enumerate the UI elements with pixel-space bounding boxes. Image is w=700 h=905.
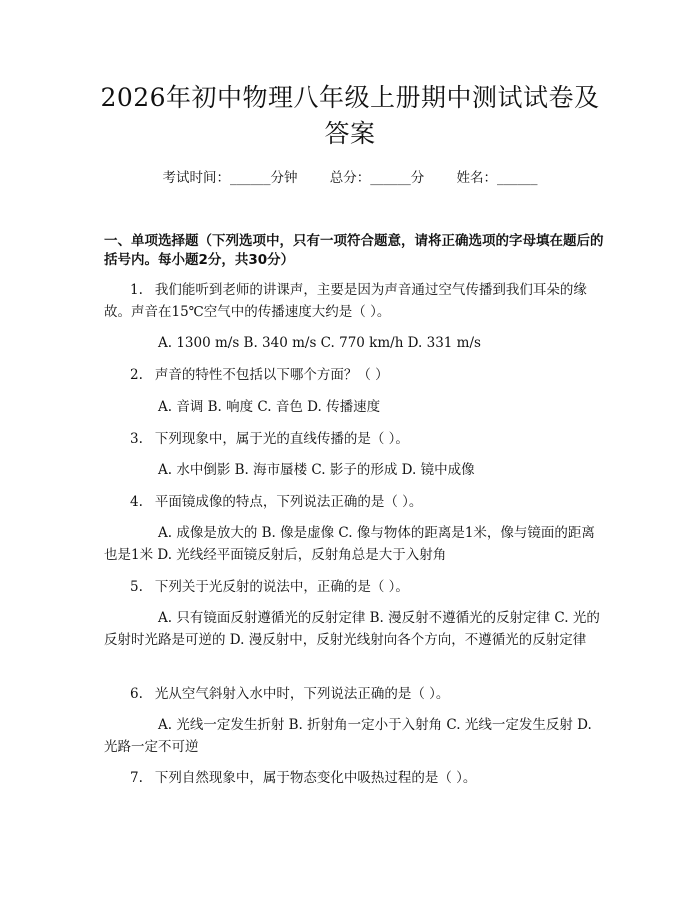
question-number: 3. [130, 431, 143, 447]
question-6-options: A. 光线一定发生折射 B. 折射角一定小于入射角 C. 光线一定发生反射 D. 光路一定不可逆 [104, 717, 592, 755]
question-text: 平面镜成像的特点，下列说法正确的是（ ）。 [154, 494, 423, 510]
question-5 [104, 576, 604, 598]
question-text: 下列自然现象中，属于物态变化中吸热过程的是（ ）。 [154, 770, 477, 786]
question-2-options: A. 音调 B. 响度 C. 音色 D. 传播速度 [158, 399, 381, 415]
question-6 [104, 683, 604, 705]
question-text: 声音的特性不包括以下哪个方面？（ ） [154, 367, 389, 383]
exam-title: 2026年初中物理八年级上册期中测试试卷及答案 [100, 83, 600, 148]
section-heading: 一、单项选择题（下列选项中，只有一项符合题意，请将正确选项的字母填在题后的括号内。每小题2分，共30分） [104, 233, 604, 268]
question-2 [104, 364, 604, 386]
student-name-field: 姓名：______ [456, 170, 538, 186]
question-4 [104, 491, 604, 513]
question-text: 光从空气斜射入水中时，下列说法正确的是（ ）。 [154, 686, 450, 702]
question-number: 7. [130, 770, 143, 786]
question-4-options: A. 成像是放大的 B. 像是虚像 C. 像与物体的距离是1米，像与镜面的距离也是1米 D. 光线经平面镜反射后，反射角总是大于入射角 [104, 525, 595, 563]
question-number: 1. [130, 282, 143, 298]
question-text: 下列现象中，属于光的直线传播的是（ ）。 [154, 431, 409, 447]
question-number: 6. [130, 686, 143, 702]
question-1 [104, 279, 604, 323]
question-5-options: A. 只有镜面反射遵循光的反射定律 B. 漫反射不遵循光的反射定律 C. 光的反射时光路是可逆的 D. 漫反射中，反射光线射向各个方向，不遵循光的反射定律 [104, 610, 600, 648]
question-3-options: A. 水中倒影 B. 海市蜃楼 C. 影子的形成 D. 镜中成像 [158, 462, 475, 478]
question-number: 4. [130, 494, 143, 510]
question-number: 2. [130, 367, 143, 383]
question-number: 5. [130, 579, 143, 595]
question-text: 我们能听到老师的讲课声，主要是因为声音通过空气传播到我们耳朵的缘故。声音在15℃空气中的传播速度大约是（ ）。 [104, 282, 587, 320]
total-score-field: 总分：______分 [329, 170, 425, 186]
exam-meta [0, 168, 700, 188]
question-7 [104, 767, 604, 789]
question-text: 下列关于光反射的说法中，正确的是（ ）。 [154, 579, 409, 595]
question-3 [104, 428, 604, 450]
exam-time-field: 考试时间：______分钟 [162, 170, 298, 186]
question-1-options: A. 1300 m/s B. 340 m/s C. 770 km/h D. 331 m/s [158, 335, 481, 351]
